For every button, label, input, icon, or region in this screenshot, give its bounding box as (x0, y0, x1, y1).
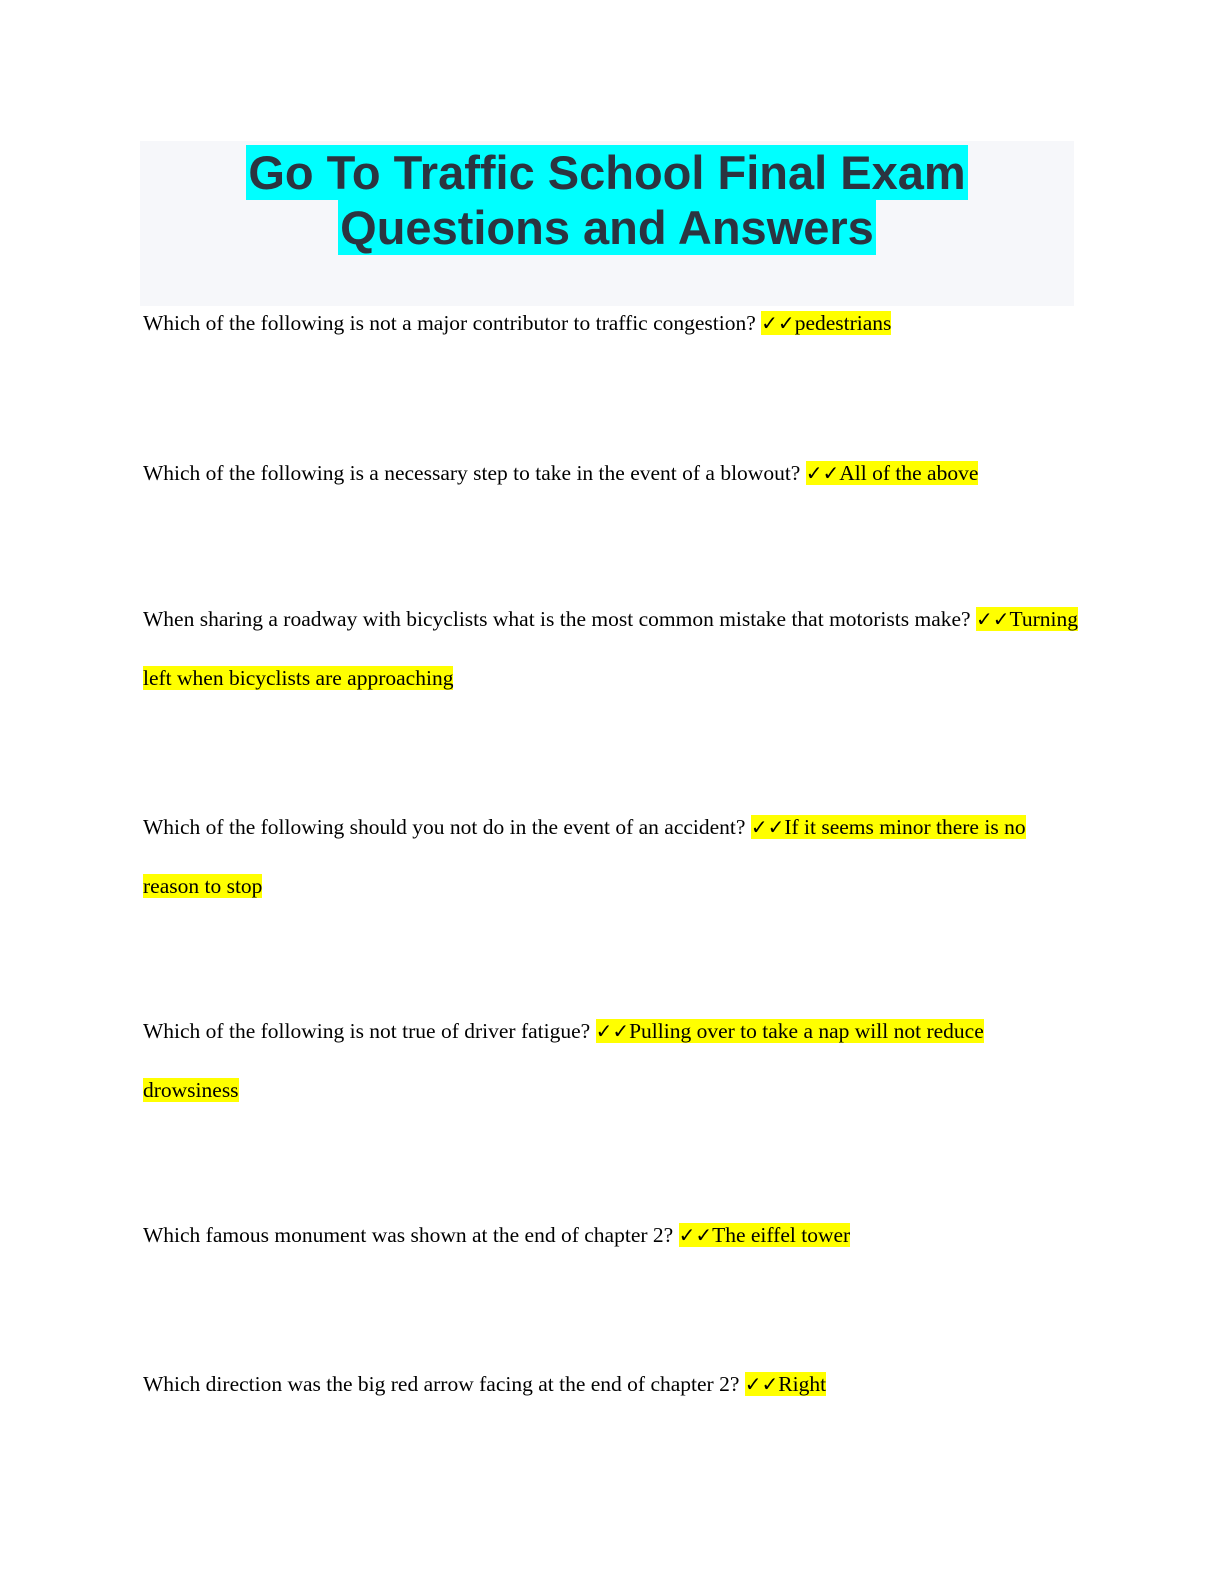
check-icon: ✓✓ (975, 607, 1010, 631)
answer-highlight (761, 311, 891, 335)
question-text: Which of the following is a necessary step to take in the event of a blowout? (143, 461, 806, 485)
qa-item-5 (143, 1002, 1083, 1120)
check-icon: ✓✓ (761, 311, 795, 335)
question-text: Which direction was the big red arrow facing at the end of chapter 2? (143, 1372, 745, 1396)
question-text: Which famous monument was shown at the end of chapter 2? (143, 1223, 679, 1247)
question-text: Which of the following is not a major contributor to traffic congestion? (143, 311, 762, 335)
answer-text: If it seems minor there is no reason to stop (143, 815, 1026, 898)
question-text: Which of the following should you not do in the event of an accident? (143, 815, 751, 839)
check-icon: ✓✓ (678, 1223, 713, 1247)
check-icon: ✓✓ (595, 1019, 630, 1043)
qa-item-1 (143, 294, 1083, 353)
question-text: Which of the following is not true of driver fatigue? (143, 1019, 596, 1043)
qa-item-4 (143, 798, 1083, 916)
answer-text: All of the above (839, 461, 979, 485)
qa-item-6 (143, 1206, 1083, 1265)
check-icon: ✓✓ (750, 815, 785, 839)
answer-highlight (806, 461, 979, 485)
answer-text: pedestrians (794, 311, 892, 335)
qa-item-3 (143, 590, 1083, 708)
answer-text: Pulling over to take a nap will not reduce drowsiness (143, 1019, 984, 1102)
answer-text: Turning left when bicyclists are approaching (143, 607, 1078, 690)
check-icon: ✓✓ (805, 461, 840, 485)
question-text: When sharing a roadway with bicyclists what is the most common mistake that motorists make? (143, 607, 976, 631)
page-title (140, 141, 1074, 255)
answer-highlight (679, 1223, 851, 1247)
qa-item-2 (143, 444, 1083, 503)
qa-item-7 (143, 1355, 1083, 1414)
answer-text: Right (778, 1372, 827, 1396)
check-icon: ✓✓ (744, 1372, 779, 1396)
answer-text: The eiffel tower (712, 1223, 851, 1247)
title-line-2: Questions and Answers (340, 201, 874, 254)
title-block (140, 141, 1074, 306)
answer-highlight (745, 1372, 826, 1396)
title-line-1: Go To Traffic School Final Exam (248, 146, 966, 199)
